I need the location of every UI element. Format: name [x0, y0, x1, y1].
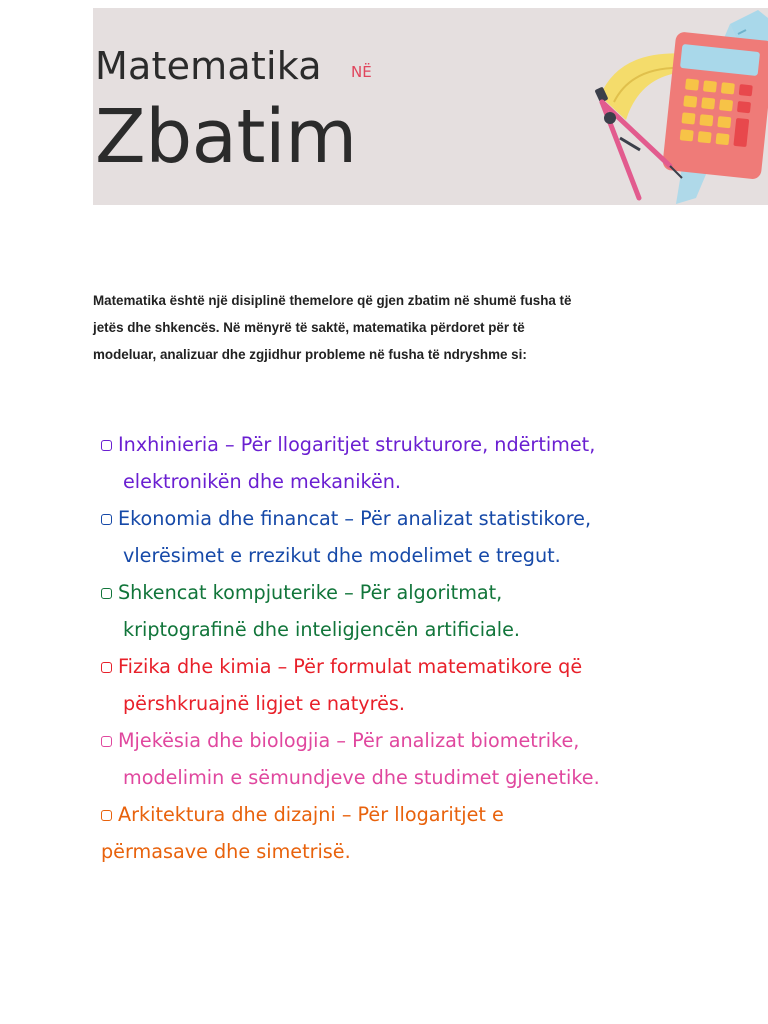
intro-line: Matematika është një disiplinë themelore që gjen zbatim në shumë fusha të	[93, 293, 572, 308]
field-line1: Inxhinieria – Për llogaritjet strukturore, ndërtimet,	[118, 433, 596, 456]
intro-line: modeluar, analizuar dhe zgjidhur probleme në fusha të ndryshme si:	[93, 347, 527, 362]
title-matematika: Matematika	[95, 44, 322, 88]
field-item-engineering	[100, 426, 740, 500]
math-tools-illustration	[580, 8, 768, 205]
fields-list	[100, 426, 740, 870]
title-ne: NË	[351, 63, 372, 81]
field-line2: elektronikën dhe mekanikën.	[123, 470, 402, 493]
field-item-physics-chemistry	[100, 648, 740, 722]
field-line2: përmasave dhe simetrisë.	[101, 840, 351, 863]
checkbox-icon	[101, 810, 112, 821]
field-line1: Mjekësia dhe biologjia – Për analizat biometrike,	[118, 729, 580, 752]
field-line2: përshkruajnë ligjet e natyrës.	[123, 692, 406, 715]
checkbox-icon	[101, 588, 112, 599]
checkbox-icon	[101, 514, 112, 525]
calculator-icon	[662, 31, 768, 180]
field-line1: Shkencat kompjuterike – Për algoritmat,	[118, 581, 503, 604]
field-line2: vlerësimet e rrezikut dhe modelimet e tregut.	[123, 544, 561, 567]
field-item-medicine-biology	[100, 722, 740, 796]
field-item-architecture	[100, 796, 740, 870]
checkbox-icon	[101, 736, 112, 747]
field-line1: Arkitektura dhe dizajni – Për llogaritjet e	[118, 803, 504, 826]
title-zbatim: Zbatim	[95, 94, 357, 180]
field-item-economics	[100, 500, 740, 574]
intro-paragraph	[93, 287, 683, 368]
field-line2: kriptografinë dhe inteligjencën artificiale.	[123, 618, 521, 641]
field-line1: Ekonomia dhe financat – Për analizat statistikore,	[118, 507, 592, 530]
checkbox-icon	[101, 440, 112, 451]
field-line1: Fizika dhe kimia – Për formulat matematikore që	[118, 655, 583, 678]
checkbox-icon	[101, 662, 112, 673]
field-item-computer-science	[100, 574, 740, 648]
field-line2: modelimin e sëmundjeve dhe studimet gjenetike.	[123, 766, 600, 789]
intro-line: jetës dhe shkencës. Në mënyrë të saktë, matematika përdoret për të	[93, 320, 525, 335]
